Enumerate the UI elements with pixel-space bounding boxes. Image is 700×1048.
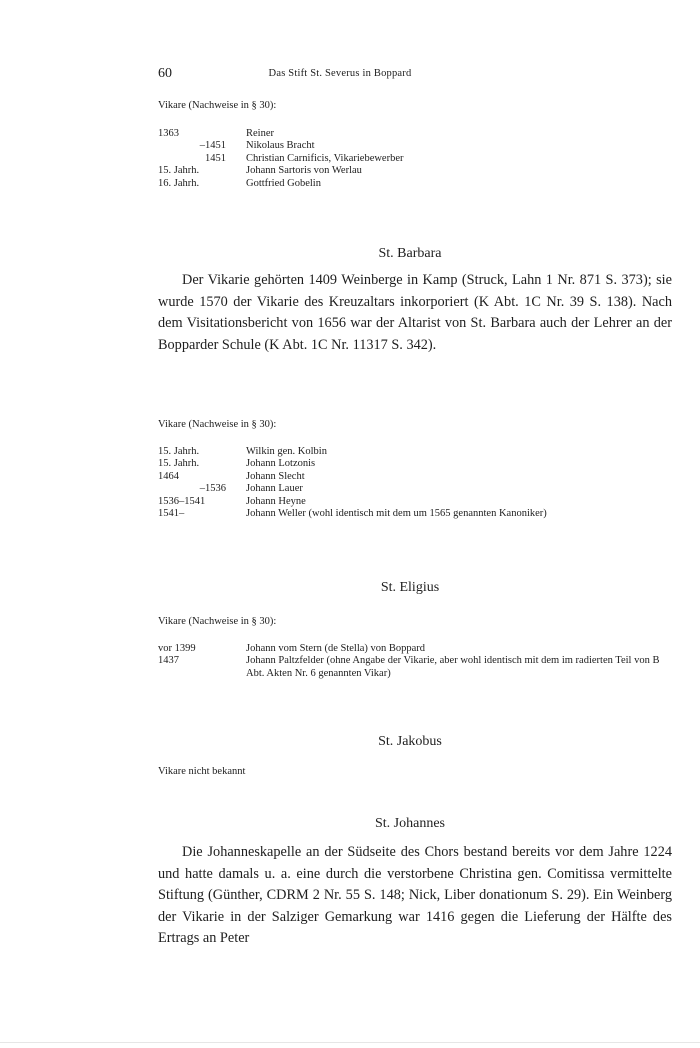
- entry-name: Christian Carnificis, Vikariebewerber: [246, 152, 404, 164]
- section-heading-johannes: St. Johannes: [375, 816, 445, 831]
- entry-name: Johann Paltzfelder (ohne Angabe der Vikarie, aber wohl identisch mit dem im radierten Teil von B Abt. Akten Nr. 6 genannten Vikar): [246, 655, 660, 679]
- section-heading-jakobus: St. Jakobus: [378, 734, 442, 749]
- entry-name: Wilkin gen. Kolbin: [246, 446, 327, 457]
- entry-date: 1536–1541: [158, 495, 206, 507]
- list-item: [158, 471, 678, 483]
- jakobus-note: Vikare nicht bekannt: [158, 766, 246, 777]
- list-item: [158, 153, 678, 165]
- vicar-list: [158, 446, 678, 520]
- vicar-list-label: Vikare (Nachweise in § 30):: [158, 616, 277, 627]
- list-item: [158, 458, 678, 470]
- list-item: [158, 483, 678, 495]
- vicar-list: [158, 128, 678, 190]
- section-heading-eligius: St. Eligius: [380, 580, 440, 595]
- entry-name: Johann Lauer: [246, 483, 303, 495]
- entry-date: 1363: [158, 128, 179, 139]
- vicar-list-label: Vikare (Nachweise in § 30):: [158, 419, 277, 430]
- list-item: [158, 140, 678, 152]
- entry-date: 1451: [205, 152, 226, 164]
- list-item: [158, 446, 678, 458]
- list-item: [158, 508, 678, 520]
- entry-name: Nikolaus Bracht: [246, 140, 315, 152]
- list-item: [158, 496, 678, 508]
- paragraph-johannes: Die Johanneskapelle an der Südseite des Chors bestand bereits vor dem Jahre 1224 und hatte damals u. a. eine durch die verstorbene Christina gen. Comitissa vermittelte Stiftung (Günther, CDRM 2 Nr. 55 S. 148; Nick, Liber donationum S. 29). Ein Weinberg der Vikarie in der Salziger Gemarkung war 1416 gegen die Lieferung der Hälfte des Ertrags an Peter: [158, 844, 672, 946]
- vicar-list: [158, 643, 678, 680]
- list-item: [158, 643, 678, 655]
- entry-name: Johann Weller (wohl identisch mit dem um 1565 genannten Kanoniker): [246, 508, 547, 520]
- entry-name: Johann Heyne: [246, 495, 306, 507]
- entry-date: 1541–: [158, 508, 185, 520]
- running-title: Das Stift St. Severus in Boppard: [268, 68, 412, 79]
- entry-name: Johann Slecht: [246, 470, 305, 482]
- entry-name: Johann Lotzonis: [246, 458, 316, 470]
- entry-name: Gottfried Gobelin: [246, 177, 321, 189]
- entry-name: Johann Sartoris von Werlau: [246, 165, 362, 177]
- list-item: [158, 165, 678, 177]
- list-item: [158, 178, 678, 190]
- entry-date: –1536: [199, 483, 226, 495]
- section-heading-barbara: St. Barbara: [378, 246, 442, 261]
- entry-date: –1451: [199, 140, 226, 152]
- page-number: 60: [158, 66, 172, 81]
- paragraph-barbara: Der Vikarie gehörten 1409 Weinberge in Kamp (Struck, Lahn 1 Nr. 871 S. 373); sie wurde 1570 der Vikarie des Kreuzaltars inkorporiert (K Abt. 1C Nr. 39 S. 138). Nach dem Visitationsbericht von 1656 war der Altarist von St. Barbara auch der Lehrer an der Bopparder Schule (K Abt. 1C Nr. 11317 S. 342).: [158, 272, 672, 353]
- entry-date: 16. Jahrh.: [158, 177, 200, 189]
- page-edge-divider: [0, 1042, 700, 1043]
- entry-name: Reiner: [246, 128, 274, 139]
- list-item: [158, 655, 678, 680]
- entry-date: 15. Jahrh.: [158, 446, 200, 457]
- list-item: [158, 128, 678, 140]
- entry-date: vor 1399: [158, 643, 196, 654]
- entry-date: 15. Jahrh.: [158, 458, 200, 470]
- entry-date: 1464: [158, 470, 179, 482]
- entry-name: Johann vom Stern (de Stella) von Boppard: [246, 643, 426, 654]
- entry-date: 1437: [158, 655, 179, 667]
- entry-date: 15. Jahrh.: [158, 165, 200, 177]
- vicar-list-label: Vikare (Nachweise in § 30):: [158, 100, 277, 111]
